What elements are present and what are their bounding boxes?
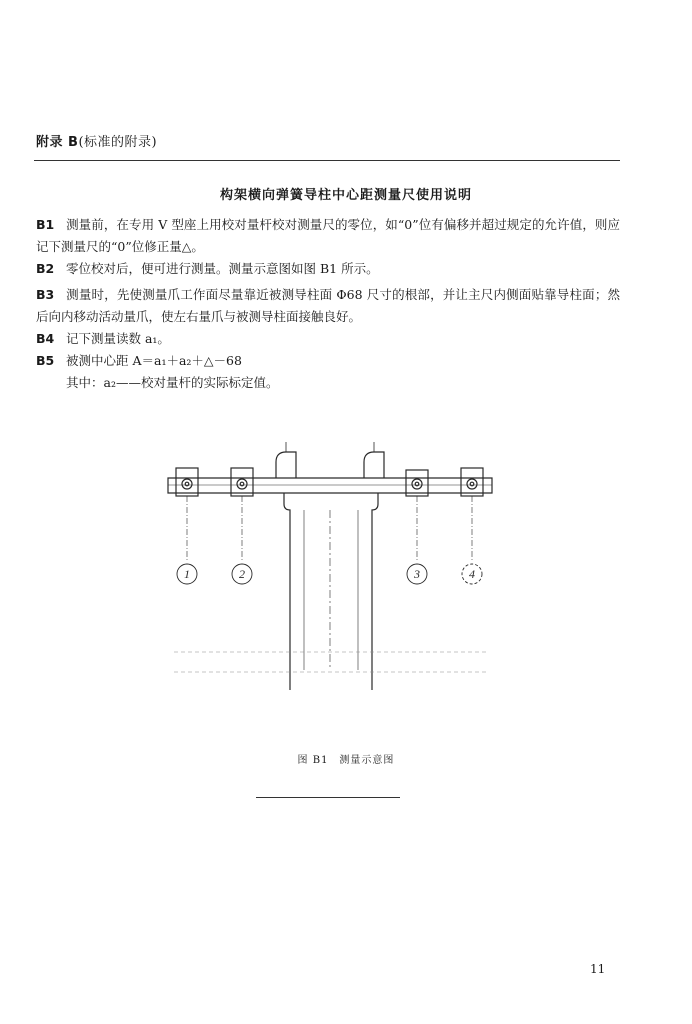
frame-left-wall — [284, 493, 290, 690]
paragraph-text: 测量时，先使测量爪工作面尽量靠近被测导柱面 Φ68 尺寸的根部，并让主尺内侧面贴靠导柱面；然后向内移动活动量爪，使左右量爪与被测导柱面接触良好。 — [36, 287, 620, 324]
paragraph-number: B1 — [36, 217, 55, 232]
paragraph-number: B4 — [36, 331, 55, 346]
clamp-1 — [176, 468, 198, 496]
frame-right-wall — [372, 493, 378, 690]
marker-label-2: 2 — [239, 567, 245, 581]
left-guide-post — [276, 452, 296, 478]
paragraph-number: B5 — [36, 353, 55, 368]
figure-caption: 图 B1 测量示意图 — [297, 755, 395, 766]
clamp-2 — [231, 468, 253, 496]
paragraph-b1 — [36, 214, 620, 258]
paragraph-number: B3 — [36, 287, 55, 302]
diagram-markers — [184, 567, 475, 581]
marker-label-4: 4 — [469, 567, 475, 581]
diagram-drawing — [168, 442, 492, 690]
paragraph-b4 — [36, 328, 620, 350]
clamp-4 — [461, 468, 483, 496]
clamp-3 — [406, 470, 428, 496]
appendix-header — [36, 131, 157, 150]
header-divider — [34, 160, 620, 161]
ruler-bar — [168, 478, 492, 493]
paragraph-b3 — [36, 284, 620, 328]
appendix-label: 附录 B — [36, 135, 79, 150]
right-guide-post — [364, 452, 384, 478]
measurement-diagram — [160, 440, 500, 710]
end-rule — [256, 797, 400, 798]
formula-note: 其中：a₂——校对量杆的实际标定值。 — [66, 375, 279, 390]
paragraph-text: 被测中心距 A＝a₁＋a₂＋△－68 — [66, 353, 242, 368]
paragraph-text: 零位校对后，便可进行测量。测量示意图如图 B1 所示。 — [66, 261, 379, 276]
paragraph-text: 记下测量读数 a₁。 — [66, 331, 170, 346]
paragraph-number: B2 — [36, 261, 55, 276]
page-number: 11 — [590, 962, 606, 976]
marker-label-1: 1 — [184, 567, 190, 581]
appendix-note: (标准的附录) — [78, 135, 158, 150]
paragraph-b2 — [36, 258, 620, 280]
document-title: 构架横向弹簧导柱中心距测量尺使用说明 — [219, 188, 472, 203]
paragraph-text: 测量前，在专用 V 型座上用校对量杆校对测量尺的零位，如“0”位有偏移并超过规定的允许值，则应记下测量尺的“0”位修正量△。 — [36, 217, 620, 254]
paragraph-b5 — [36, 350, 620, 372]
marker-label-3: 3 — [414, 567, 420, 581]
